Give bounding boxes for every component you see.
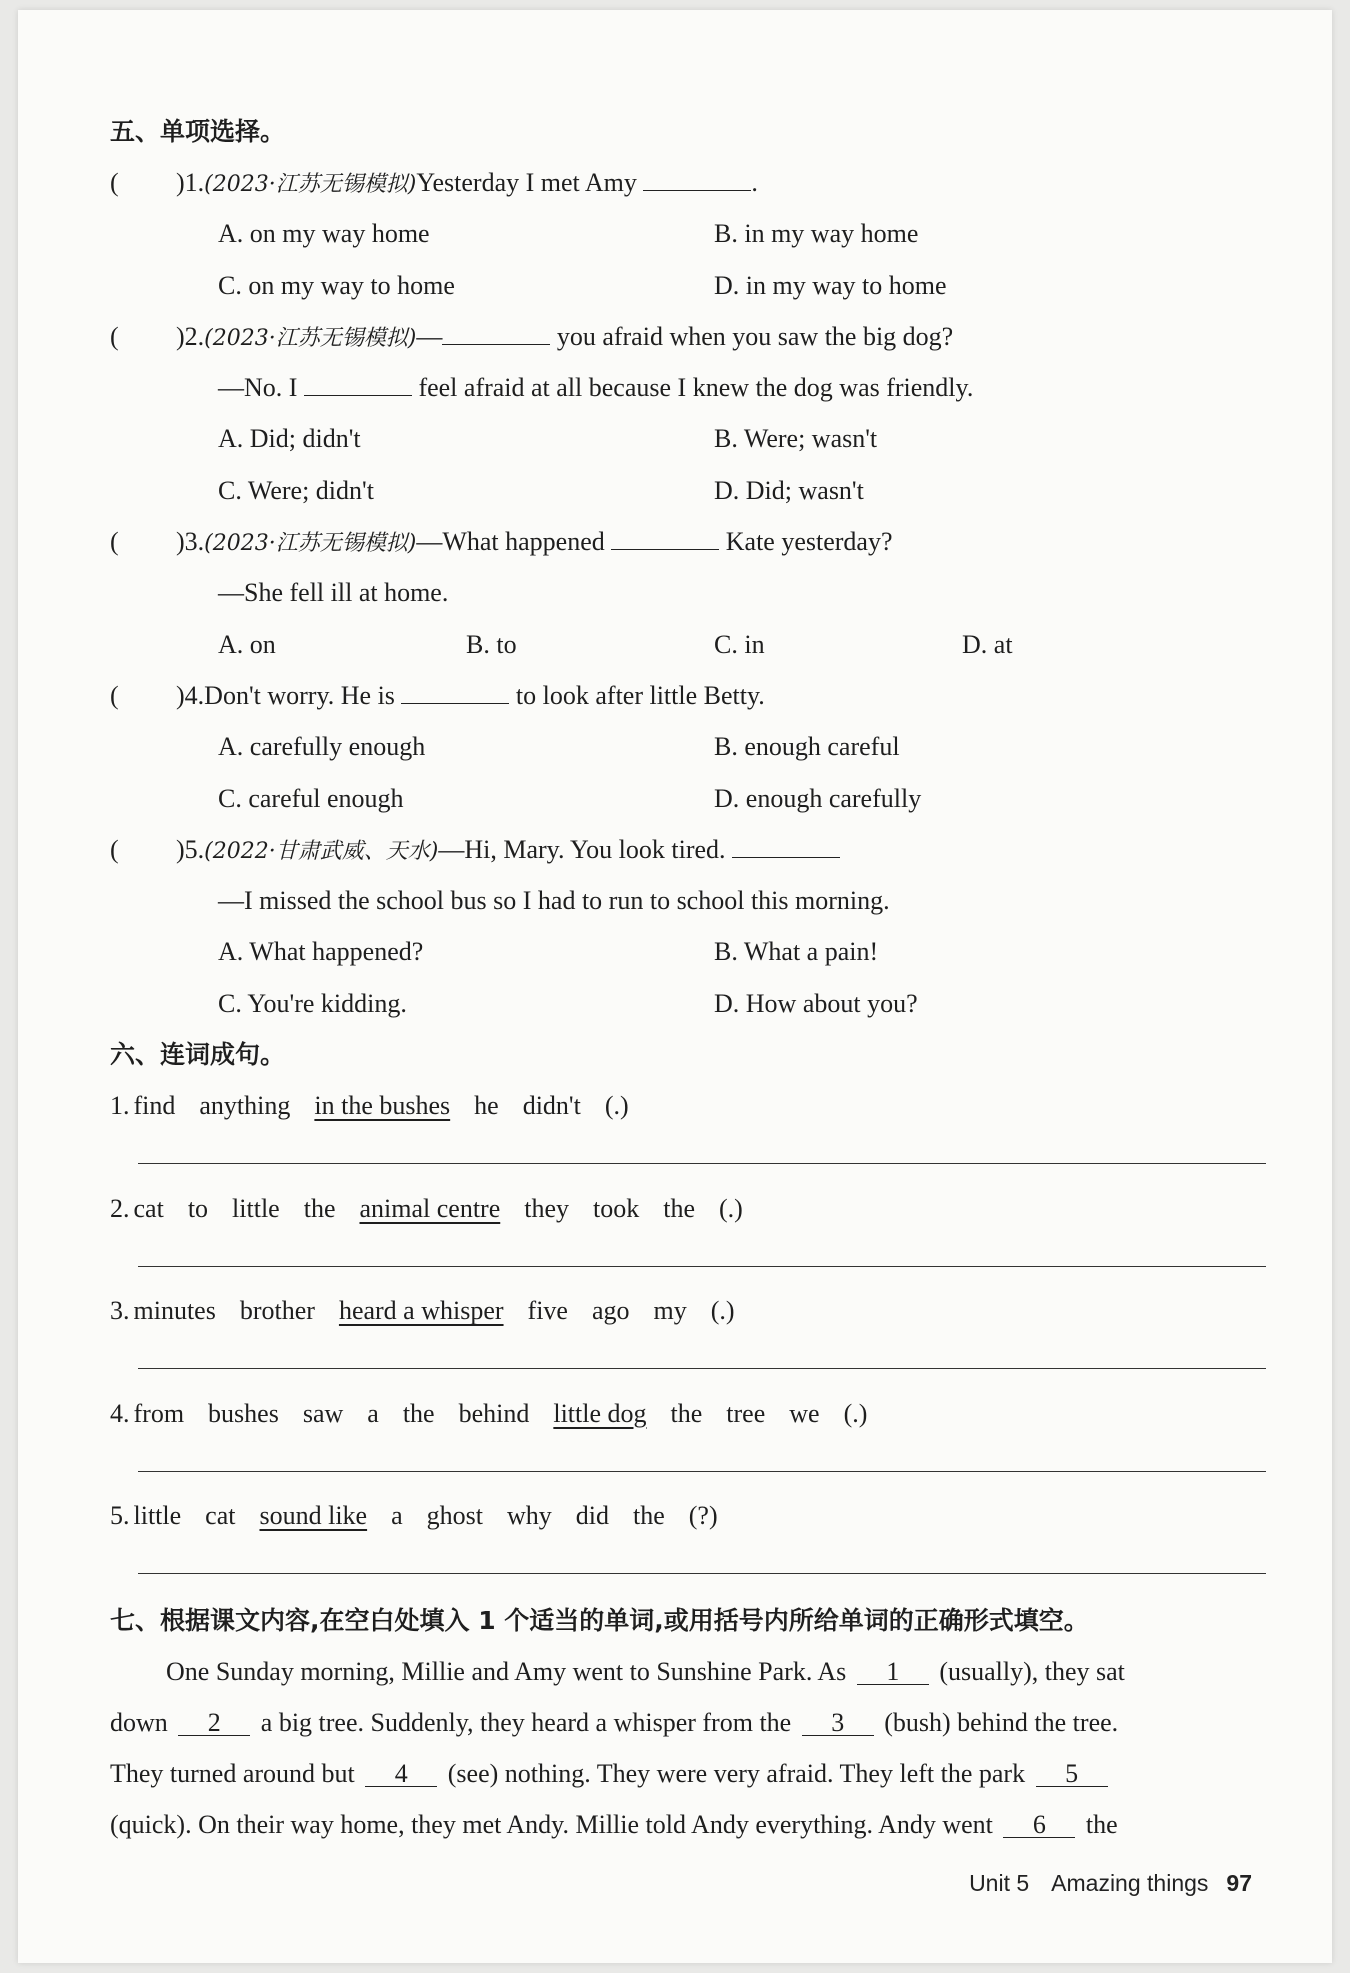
word-chip: in the bushes [314,1091,451,1121]
word-chip: (.) [710,1296,735,1326]
word-chip: tree [726,1398,766,1428]
word-chip: little dog [553,1398,647,1428]
answer-blank[interactable] [643,169,751,191]
word-chip: a [391,1501,403,1531]
answer-line[interactable] [138,1573,1266,1574]
question-5-stem: ( )5.(2022·甘肃武威、天水)—Hi, Mary. You look tired. [110,824,1270,875]
answer-blank[interactable] [304,374,412,396]
passage-line: down 2 a big tree. Suddenly, they heard a whisper from the 3 (bush) behind the tree. [110,1707,1119,1737]
question-1-options-row2 [110,260,1270,311]
word-chip: saw [302,1398,344,1428]
option-d[interactable]: D. How about you? [714,988,918,1018]
question-2-stem: ( )2.(2023·江苏无锡模拟)— you afraid when you saw the big dog? [110,321,954,351]
word-chip: a [367,1398,379,1428]
answer-line[interactable] [138,1368,1266,1369]
word-chip: took [593,1193,640,1223]
word-chip: did [575,1501,609,1531]
word-chip: (?) [688,1501,718,1531]
word-chip: we [789,1398,820,1428]
question-2-options-row2 [110,465,1270,516]
item-number: 1. [110,1091,130,1121]
sentence-item [110,1183,1270,1286]
word-chip: didn't [522,1091,581,1121]
word-chip: (.) [719,1193,743,1223]
option-a[interactable]: A. on my way home [218,219,430,249]
cloze-blank-2[interactable]: 2 [178,1711,250,1736]
word-chip: sound like [259,1501,368,1531]
option-c[interactable]: C. on my way to home [218,270,455,300]
sentence-item [110,1080,1270,1183]
cloze-blank-5[interactable]: 5 [1036,1762,1108,1787]
word-chip: (.) [843,1398,868,1428]
word-chip: behind [458,1398,530,1428]
word-chip: heard a whisper [338,1296,504,1326]
word-chip: to [187,1193,209,1223]
page-number: 97 [1226,1870,1252,1896]
word-chip: minutes [133,1296,216,1326]
word-chip: brother [239,1296,315,1326]
option-c[interactable]: C. You're kidding. [218,988,407,1018]
word-chip: the [633,1501,665,1531]
worksheet-content [110,106,1270,1851]
word-chip: cat [205,1501,236,1531]
question-2-line2: —No. I feel afraid at all because I knew the dog was friendly. [218,373,974,403]
cloze-blank-3[interactable]: 3 [802,1711,874,1736]
question-2-options-row1 [110,413,1270,464]
option-d[interactable]: D. at [962,629,1013,659]
answer-line[interactable] [138,1266,1266,1267]
word-chip: ghost [426,1501,483,1531]
cloze-blank-1[interactable]: 1 [857,1660,929,1685]
question-1-stem: ( )1.(2023·江苏无锡模拟)Yesterday I met Amy . [110,168,758,197]
item-number: 4. [110,1398,130,1428]
word-chip: the [402,1398,435,1428]
section-6-title: 六、连词成句。 [110,1040,286,1070]
answer-blank[interactable] [401,682,509,704]
question-5-options-row1 [110,926,1270,977]
page-footer [969,1870,1252,1897]
question-4-options-row1 [110,721,1270,772]
word-chip: he [474,1091,499,1121]
question-3-line2: —She fell ill at home. [218,578,449,608]
question-4-options-row2 [110,773,1270,824]
word-chip: bushes [208,1398,279,1428]
word-chip: find [133,1091,176,1121]
question-1-options-row1 [110,208,1270,259]
option-b[interactable]: B. enough careful [714,732,900,762]
option-c[interactable]: C. Were; didn't [218,475,374,505]
word-chip: the [670,1398,703,1428]
option-c[interactable]: C. in [714,629,765,659]
option-b[interactable]: B. Were; wasn't [714,424,878,454]
word-chip: they [524,1193,570,1223]
option-a[interactable]: A. on [218,629,276,659]
option-a[interactable]: A. carefully enough [218,732,426,762]
sentence-item [110,1285,1270,1388]
word-chip: ago [591,1296,630,1326]
passage-line: (quick). On their way home, they met Andy. Millie told Andy everything. Andy went 6 the [110,1810,1118,1840]
question-3-stem: ( )3.(2023·江苏无锡模拟)—What happened Kate yesterday? [110,527,893,557]
answer-blank[interactable] [442,323,550,345]
option-d[interactable]: D. Did; wasn't [714,475,864,505]
word-chip: from [133,1398,185,1428]
question-3-options [110,619,1270,670]
word-chip: my [653,1296,687,1326]
option-a[interactable]: A. Did; didn't [218,424,361,454]
item-number: 2. [110,1193,130,1223]
option-a[interactable]: A. What happened? [218,937,424,967]
answer-blank[interactable] [732,836,840,858]
question-4-stem: ( )4.Don't worry. He is to look after little Betty. [110,680,765,710]
section-5-title: 五、单项选择。 [110,117,286,146]
word-chip: little [133,1501,182,1531]
option-b[interactable]: B. What a pain! [714,937,879,967]
word-chip: cat [133,1193,164,1223]
word-chip: (.) [604,1091,629,1121]
sentence-item [110,1388,1270,1491]
question-5-line2: —I missed the school bus so I had to run to school this morning. [218,886,890,916]
word-chip: the [303,1193,336,1223]
answer-line[interactable] [138,1471,1266,1472]
section-7-title: 七、根据课文内容,在空白处填入 1 个适当的单词,或用括号内所给单词的正确形式填空。 [110,1605,1089,1635]
footer-title: Amazing things [1051,1870,1209,1896]
answer-blank[interactable] [611,528,719,550]
word-chip: why [506,1501,552,1531]
word-chip: anything [199,1091,291,1121]
item-number: 5. [110,1501,130,1531]
sentence-item [110,1490,1270,1593]
word-chip: five [527,1296,568,1326]
answer-line[interactable] [138,1163,1266,1164]
item-number: 3. [110,1296,130,1326]
word-chip: little [232,1193,280,1223]
passage-line: One Sunday morning, Millie and Amy went to Sunshine Park. As 1 (usually), they sat [166,1656,1125,1686]
worksheet-page [18,10,1332,1963]
cloze-blank-6[interactable]: 6 [1003,1813,1075,1838]
footer-unit: Unit 5 [969,1870,1030,1896]
option-d[interactable]: D. enough carefully [714,783,922,813]
sentence-list [110,1080,1270,1593]
word-chip: animal centre [359,1193,501,1223]
cloze-passage [110,1646,1270,1851]
question-5-options-row2 [110,978,1270,1029]
option-b[interactable]: B. to [466,629,517,659]
option-c[interactable]: C. careful enough [218,783,404,813]
option-b[interactable]: B. in my way home [714,219,919,249]
cloze-blank-4[interactable]: 4 [365,1762,437,1787]
passage-line: They turned around but 4 (see) nothing. They were very afraid. They left the park 5 [110,1748,1270,1799]
option-d[interactable]: D. in my way to home [714,270,947,300]
word-chip: the [663,1193,696,1223]
